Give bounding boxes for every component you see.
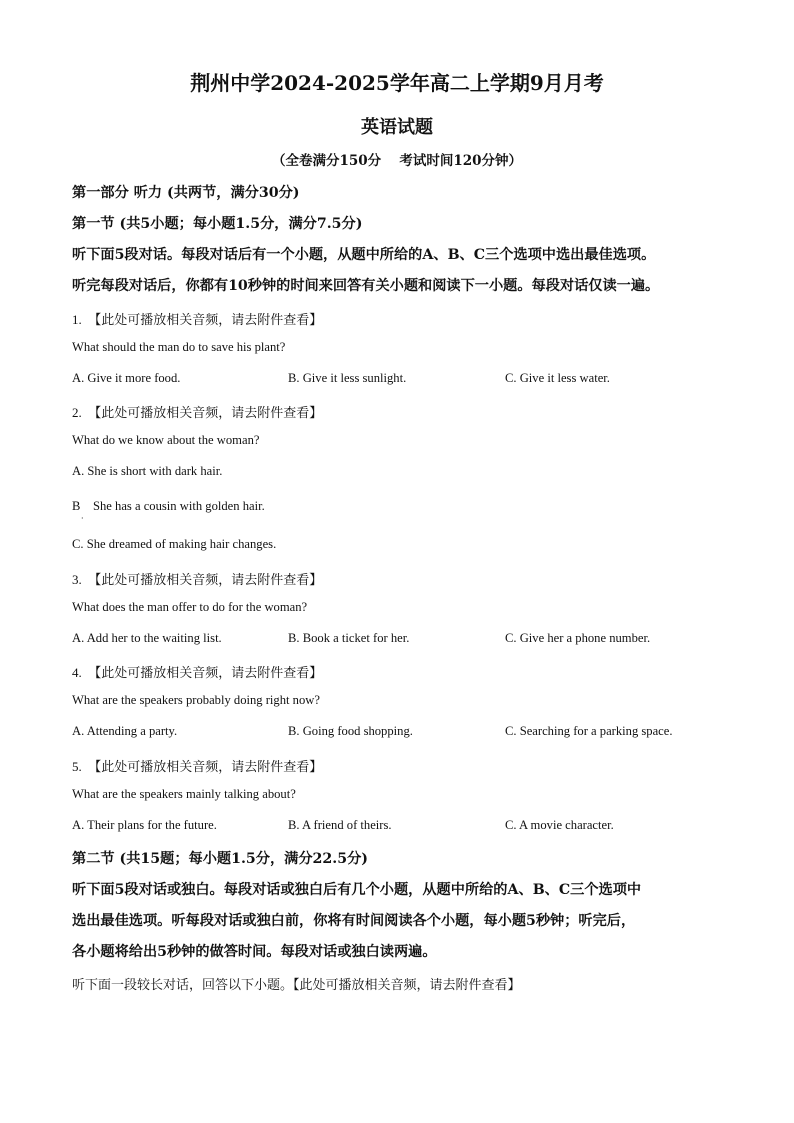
section1-instruction: 听完每段对话后，你都有10秒钟的时间来回答有关小题和阅读下一小题。每段对话仅读一遍。 bbox=[72, 278, 660, 294]
question-audio-label[interactable]: 2. 【此处可播放相关音频，请去附件查看】 bbox=[72, 405, 323, 420]
question-audio-label[interactable]: 1. 【此处可播放相关音频，请去附件查看】 bbox=[72, 312, 323, 327]
option-c: C. Give it less water. bbox=[505, 371, 610, 385]
option-c: C. Searching for a parking space. bbox=[505, 724, 673, 738]
question-text: What are the speakers mainly talking about? bbox=[72, 787, 296, 801]
option-c: C. Give her a phone number. bbox=[505, 631, 651, 645]
section2-heading: 第二节 (共15题；每小题1.5分，满分22.5分) bbox=[72, 851, 368, 867]
exam-info: （全卷满分150分 考试时间120分钟） bbox=[271, 153, 523, 169]
part1-heading: 第一部分 听力 (共两节，满分30分) bbox=[72, 185, 300, 201]
section1-heading: 第一节 (共5小题；每小题1.5分，满分7.5分) bbox=[72, 216, 363, 232]
question-audio-label[interactable]: 5. 【此处可播放相关音频，请去附件查看】 bbox=[72, 759, 323, 774]
option-a: A. Their plans for the future. bbox=[72, 818, 217, 832]
option-b: B. A friend of theirs. bbox=[288, 818, 392, 832]
option-c: C. A movie character. bbox=[505, 818, 614, 832]
section2-instruction: 各小题将给出5秒钟的做答时间。每段对话或独白读两遍。 bbox=[72, 944, 437, 960]
question-audio-label[interactable]: 3. 【此处可播放相关音频，请去附件查看】 bbox=[72, 572, 323, 587]
section2-instruction: 听下面5段对话或独白。每段对话或独白后有几个小题，从题中所给的A、B、C三个选项中 bbox=[72, 882, 642, 898]
question-text: What are the speakers probably doing right now? bbox=[72, 693, 320, 707]
exam-title: 荆州中学2024-2025学年高二上学期9月月考 bbox=[190, 71, 604, 95]
option-a: A. She is short with dark hair. bbox=[72, 464, 223, 478]
question-text: What does the man offer to do for the woman? bbox=[72, 600, 308, 614]
audio-note[interactable]: 听下面一段较长对话，回答以下小题。【此处可播放相关音频，请去附件查看】 bbox=[72, 977, 521, 992]
question-text: What do we know about the woman? bbox=[72, 433, 260, 447]
question-text: What should the man do to save his plant? bbox=[72, 340, 286, 354]
question-audio-label[interactable]: 4. 【此处可播放相关音频，请去附件查看】 bbox=[72, 665, 323, 680]
section1-instruction: 听下面5段对话。每段对话后有一个小题，从题中所给的A、B、C三个选项中选出最佳选项。 bbox=[72, 247, 656, 263]
exam-subtitle: 英语试题 bbox=[361, 117, 433, 138]
section2-instruction: 选出最佳选项。听每段对话或独白前，你将有时间阅读各个小题，每小题5秒钟；听完后， bbox=[72, 913, 636, 929]
option-a: A. Give it more food. bbox=[72, 371, 181, 385]
option-b: B. Book a ticket for her. bbox=[288, 631, 410, 645]
stray-dot: · bbox=[81, 514, 84, 523]
option-b: B She has a cousin with golden hair. bbox=[72, 499, 265, 513]
option-b: B. Going food shopping. bbox=[288, 724, 413, 738]
option-a: A. Add her to the waiting list. bbox=[72, 631, 222, 645]
option-c: C. She dreamed of making hair changes. bbox=[72, 537, 277, 551]
option-a: A. Attending a party. bbox=[72, 724, 178, 738]
option-b: B. Give it less sunlight. bbox=[288, 371, 407, 385]
